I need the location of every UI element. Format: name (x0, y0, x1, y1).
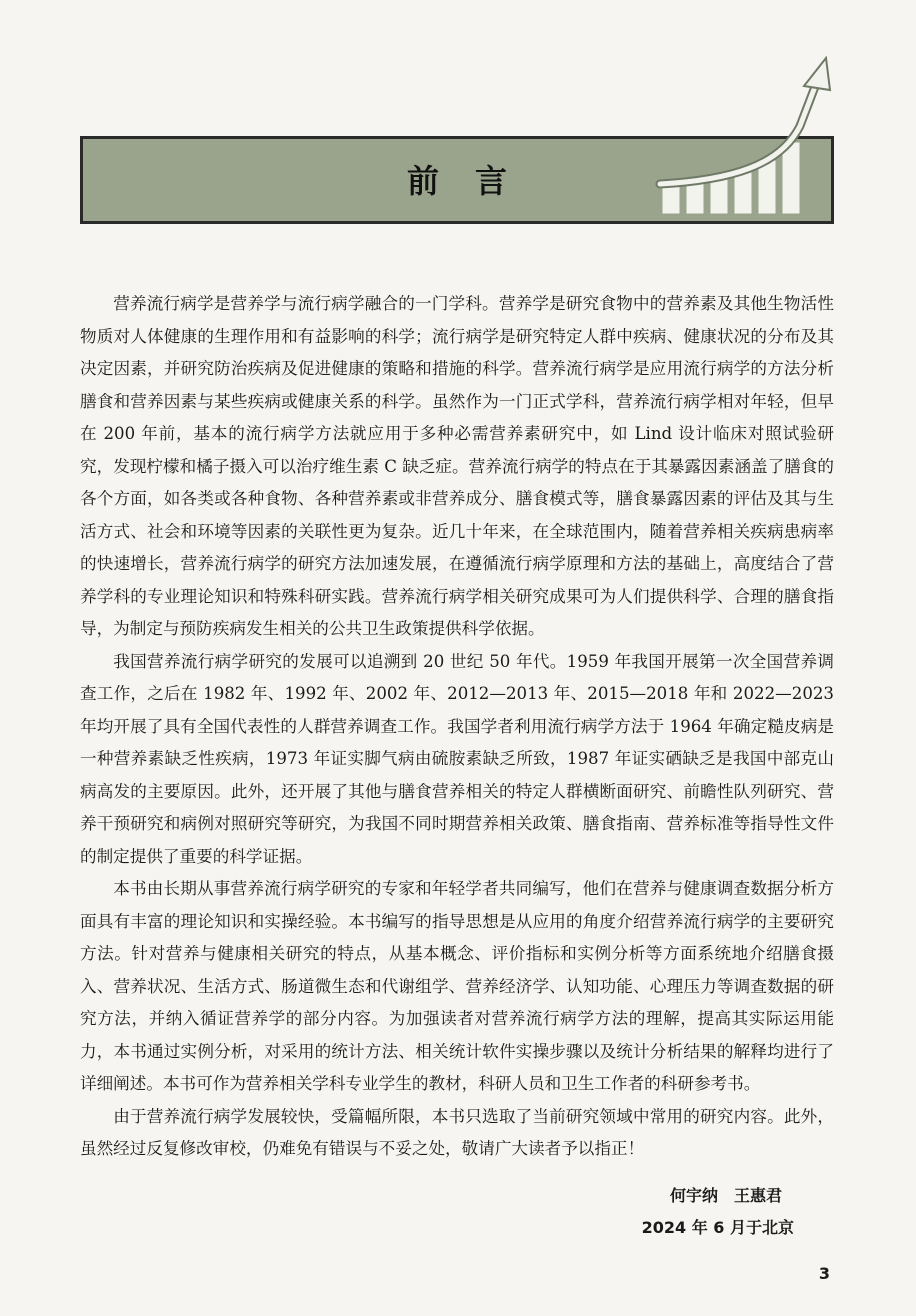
signature-block (642, 1180, 794, 1244)
paragraph-1: 营养流行病学是营养学与流行病学融合的一门学科。营养学是研究食物中的营养素及其他生物活性物质对人体健康的生理作用和有益影响的科学；流行病学是研究特定人群中疾病、健康状况的分布及其决定因素，并研究防治疾病及促进健康的策略和措施的科学。营养流行病学是应用流行病学的方法分析膳食和营养因素与某些疾病或健康关系的科学。虽然作为一门正式学科，营养流行病学相对年轻，但早在 200 年前，基本的流行病学方法就应用于多种必需营养素研究中，如 Lind 设计临床对照试验研究，发现柠檬和橘子摄入可以治疗维生素 C 缺乏症。营养流行病学的特点在于其暴露因素涵盖了膳食的各个方面，如各类或各种食物、各种营养素或非营养成分、膳食模式等，膳食暴露因素的评估及其与生活方式、社会和环境等因素的关联性更为复杂。近几十年来，在全球范围内，随着营养相关疾病患病率的快速增长，营养流行病学的研究方法加速发展，在遵循流行病学原理和方法的基础上，高度结合了营养学科的专业理论知识和特殊科研实践。营养流行病学相关研究成果可为人们提供科学、合理的膳食指导，为制定与预防疾病发生相关的公共卫生政策提供科学依据。 (80, 294, 834, 638)
growth-arrow-icon (640, 56, 850, 226)
paragraph-2: 我国营养流行病学研究的发展可以追溯到 20 世纪 50 年代。1959 年我国开展第一次全国营养调查工作，之后在 1982 年、1992 年、2002 年、2012—2013 年、2015—2018 年和 2022—2023 年均开展了具有全国代表性的人群营养调查工作。我国学者利用流行病学方法于 1964 年确定糙皮病是一种营养素缺乏性疾病，1973 年证实脚气病由硫胺素缺乏所致，1987 年证实硒缺乏是我国中部克山病高发的主要原因。此外，还开展了其他与膳食营养相关的特定人群横断面研究、前瞻性队列研究、营养干预研究和病例对照研究等研究，为我国不同时期营养相关政策、膳食指南、营养标准等指导性文件的制定提供了重要的科学证据。 (80, 651, 834, 866)
page-number: 3 (818, 1264, 830, 1283)
paragraph-3: 本书由长期从事营养流行病学研究的专家和年轻学者共同编写，他们在营养与健康调查数据分析方面具有丰富的理论知识和实操经验。本书编写的指导思想是从应用的角度介绍营养流行病学的主要研究方法。针对营养与健康相关研究的特点，从基本概念、评价指标和实例分析等方面系统地介绍膳食摄入、营养状况、生活方式、肠道微生态和代谢组学、营养经济学、认知功能、心理压力等调查数据的研究方法，并纳入循证营养学的部分内容。为加强读者对营养流行病学方法的理解，提高其实际运用能力，本书通过实例分析，对采用的统计方法、相关统计软件实操步骤以及统计分析结果的解释均进行了详细阐述。本书可作为营养相关学科专业学生的教材，科研人员和卫生工作者的科研参考书。 (80, 879, 834, 1093)
page-title: 前言 (406, 162, 543, 200)
signature-authors: 何宇纳 王惠君 (669, 1186, 782, 1205)
paragraph-4: 由于营养流行病学发展较快，受篇幅所限，本书只选取了当前研究领域中常用的研究内容。此外，虽然经过反复修改审校，仍难免有错误与不妥之处，敬请广大读者予以指正！ (80, 1106, 834, 1158)
signature-date-place: 2024 年 6 月于北京 (641, 1218, 794, 1237)
preface-body (80, 288, 834, 1166)
